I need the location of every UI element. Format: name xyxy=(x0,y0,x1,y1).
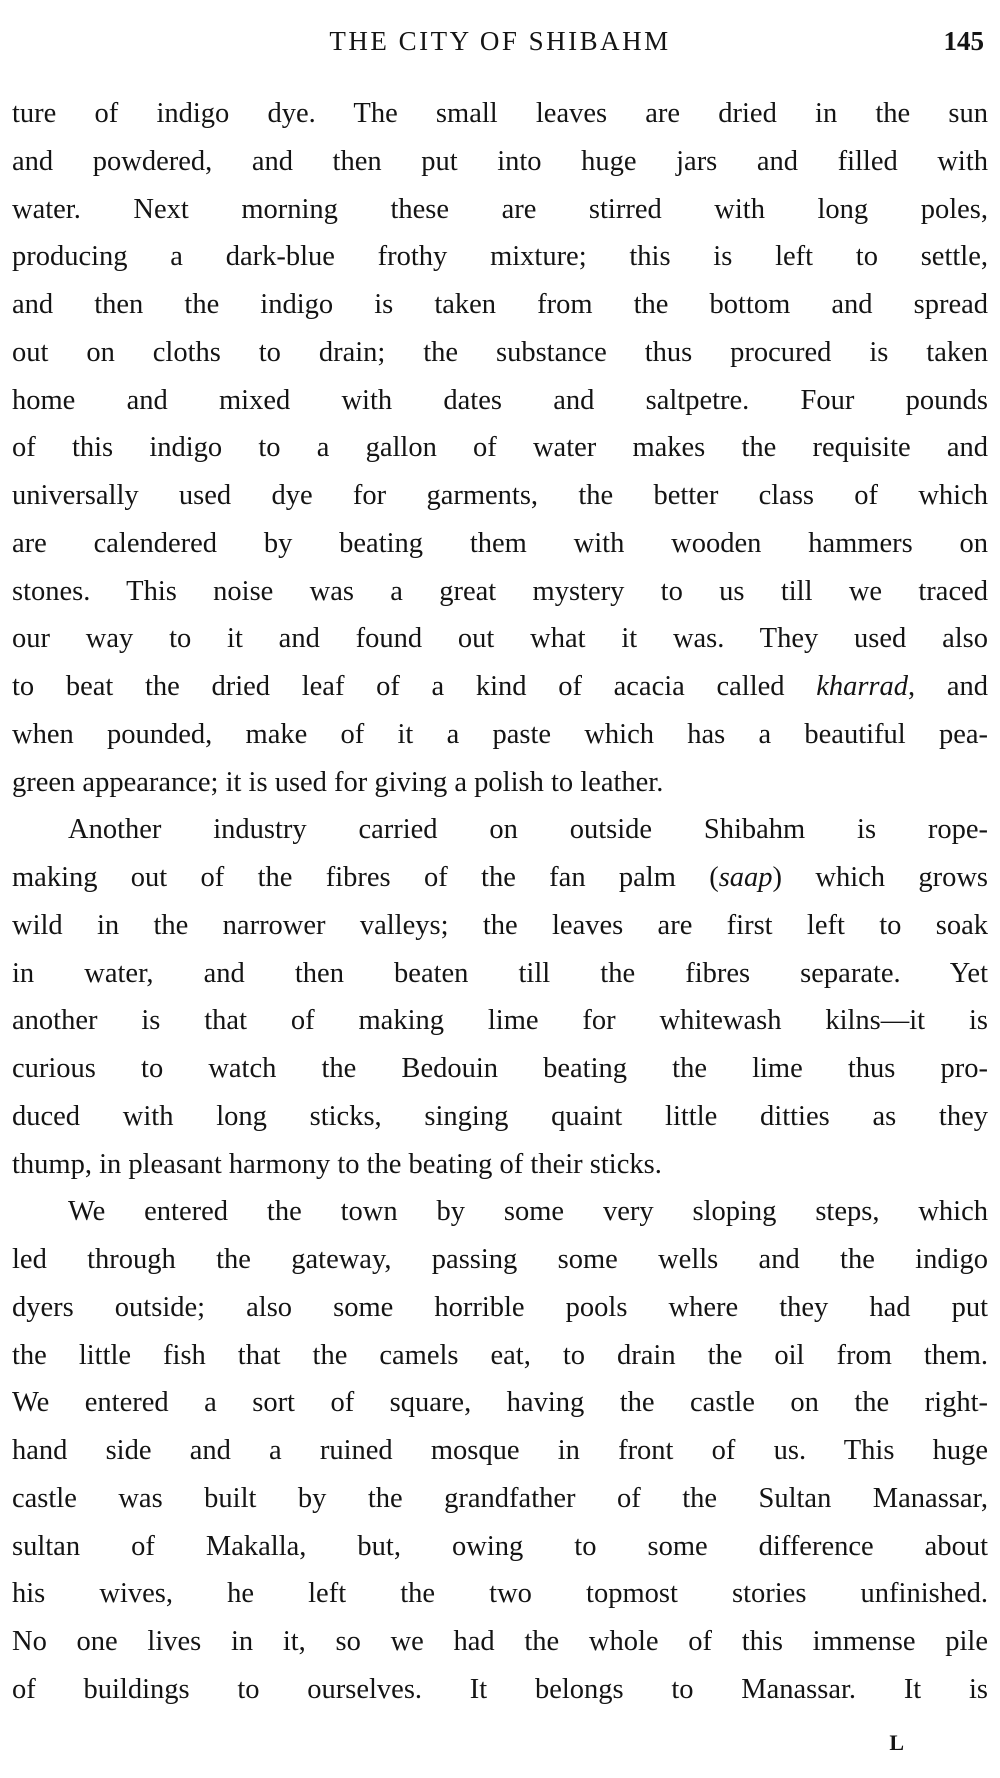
text-line: and then the indigo is taken from the bottom and spread xyxy=(12,289,988,320)
text-line: another is that of making lime for whitewash kilns—it is xyxy=(12,1005,988,1037)
text-line: castle was built by the grandfather of the Sultan Manassar, xyxy=(12,1482,988,1514)
text-line: his wives, he left the two topmost stories unfinished. xyxy=(12,1578,988,1610)
text-line: home and mixed with dates and saltpetre. Four pounds xyxy=(12,384,988,416)
text-line: sultan of Makalla, but, owing to some difference about xyxy=(12,1530,988,1562)
italic-term-kharrad: kharrad xyxy=(816,671,909,702)
text-line: universally used dye for garments, the better class of which xyxy=(12,480,988,511)
text-line: stones. This noise was a great mystery to us till we traced xyxy=(12,575,988,607)
text-line: when pounded, make of it a paste which has a beautiful pea- xyxy=(12,718,988,750)
text-line: thump, in pleasant harmony to the beating of their sticks. xyxy=(12,1148,662,1180)
text-line: producing a dark-blue frothy mixture; this is left to settle, xyxy=(12,241,988,273)
text-line: curious to watch the Bedouin beating the lime thus pro- xyxy=(12,1053,988,1084)
text-line xyxy=(12,854,988,902)
text-line: duced with long sticks, singing quaint little ditties as they xyxy=(12,1100,988,1132)
text-line: and powdered, and then put into huge jars and filled with xyxy=(12,145,988,177)
text-line: led through the gateway, passing some wells and the indigo xyxy=(12,1244,988,1275)
running-head xyxy=(12,26,988,66)
body-text xyxy=(12,90,988,1714)
text-line: are calendered by beating them with wooden hammers on xyxy=(12,527,988,559)
text-line: green appearance; it is used for giving a polish to leather. xyxy=(12,766,664,798)
text-run: ) which grows xyxy=(772,862,988,893)
text-line xyxy=(12,663,988,711)
text-line: of buildings to ourselves. It belongs to Manassar. It is xyxy=(12,1673,988,1705)
paragraph-start-line: We entered the town by some very sloping steps, which xyxy=(68,1196,988,1228)
signature-mark: L xyxy=(889,1730,904,1755)
text-line: the little fish that the camels eat, to drain the oil from them. xyxy=(12,1339,988,1371)
text-line: wild in the narrower valleys; the leaves are first left to soak xyxy=(12,909,988,941)
italic-term-saap: saap xyxy=(718,862,773,893)
text-line: of this indigo to a gallon of water makes the requisite and xyxy=(12,432,988,464)
text-line: We entered a sort of square, having the castle on the right- xyxy=(12,1387,988,1419)
paragraph-start-line: Another industry carried on outside Shibahm is rope- xyxy=(68,814,988,846)
text-line: dyers outside; also some horrible pools where they had put xyxy=(12,1291,988,1323)
text-line: water. Next morning these are stirred with long poles, xyxy=(12,193,988,225)
page-number: 145 xyxy=(943,26,984,56)
text-line: hand side and a ruined mosque in front of us. This huge xyxy=(12,1435,988,1466)
text-line: No one lives in it, so we had the whole of this immense pile xyxy=(12,1626,988,1657)
text-line: our way to it and found out what it was. They used also xyxy=(12,623,988,655)
text-run: to beat the dried leaf of a kind of acacia called xyxy=(12,671,817,702)
text-line: in water, and then beaten till the fibres separate. Yet xyxy=(12,957,988,989)
text-line: out on cloths to drain; the substance thus procured is taken xyxy=(12,336,988,368)
running-title: THE CITY OF SHIBAHM xyxy=(329,26,671,56)
text-run: , and xyxy=(908,671,988,702)
text-run: making out of the fibres of the fan palm ( xyxy=(12,862,719,893)
text-line: ture of indigo dye. The small leaves are dried in the sun xyxy=(12,98,988,129)
